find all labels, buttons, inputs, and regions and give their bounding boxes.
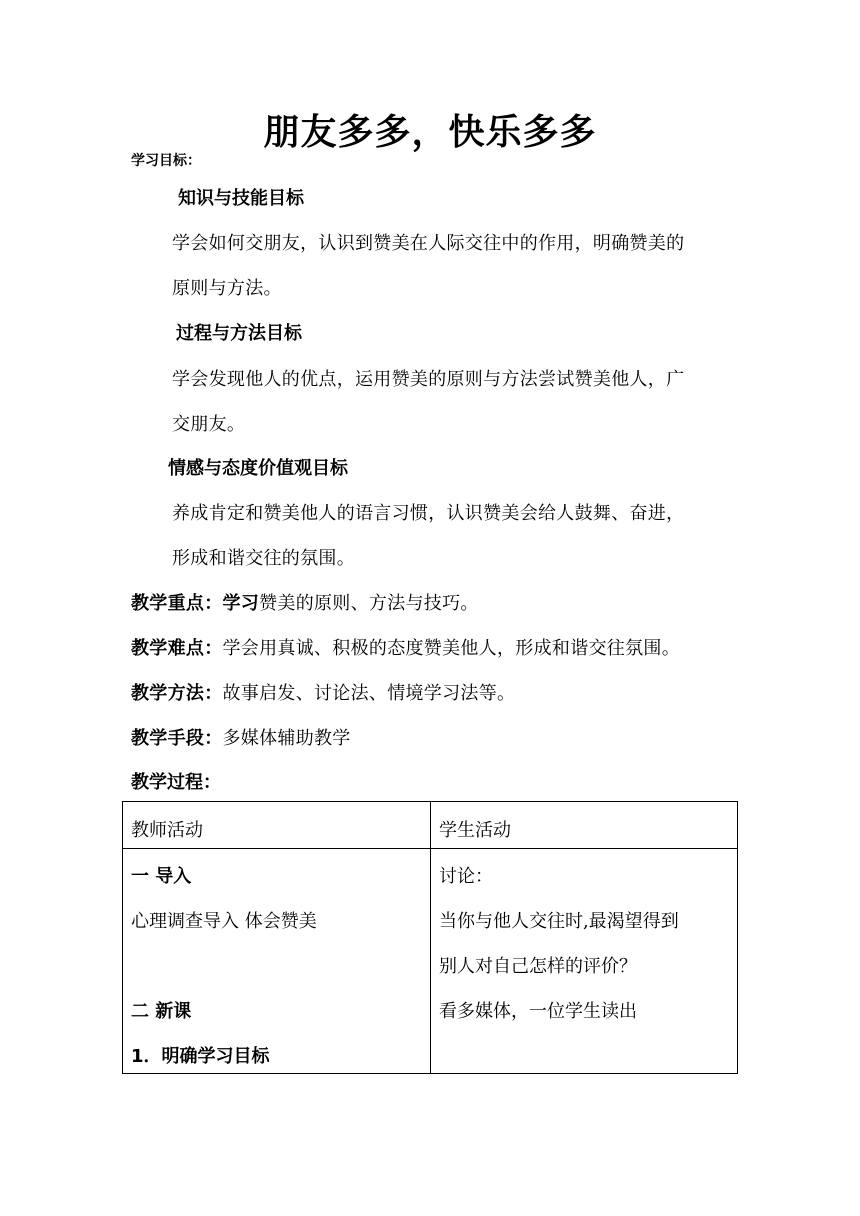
- methods-row: [131, 679, 515, 705]
- teacher-activity-item: 1．明确学习目标: [131, 1046, 270, 1067]
- difficulties-row: [131, 634, 680, 660]
- key-points-value-bold: 学习: [222, 593, 260, 614]
- teacher-activity-item: 二 新课: [131, 1001, 192, 1022]
- student-activity-item: 讨论：: [439, 866, 493, 887]
- difficulties-label: 教学难点：: [131, 638, 223, 659]
- objective-heading-knowledge: 知识与技能目标: [178, 188, 304, 209]
- student-activity-item: 别人对自己怎样的评价？: [439, 956, 637, 977]
- process-label: 教学过程：: [131, 772, 221, 793]
- methods-value: 故事启发、讨论法、情境学习法等。: [222, 683, 516, 704]
- key-points-value: 赞美的原则、方法与技巧。: [259, 593, 479, 614]
- process-table: [122, 801, 738, 1074]
- page-title: 朋友多多，快乐多多: [263, 112, 597, 153]
- objective-heading-process: 过程与方法目标: [176, 323, 302, 344]
- teacher-activity-item: 一 导入: [131, 866, 192, 887]
- key-points-label: 教学重点：: [131, 593, 223, 614]
- objective-text-line: 交朋友。: [172, 414, 246, 435]
- table-header-student: 学生活动: [439, 820, 511, 841]
- objective-text-line: 学会如何交朋友，认识到赞美在人际交往中的作用，明确赞美的: [172, 233, 685, 254]
- objective-text-line: 学会发现他人的优点，运用赞美的原则与方法尝试赞美他人，广: [172, 369, 685, 390]
- objective-heading-attitude: 情感与态度价值观目标: [168, 458, 348, 479]
- student-activity-item: 当你与他人交往时,最渴望得到: [439, 911, 679, 932]
- means-value: 多媒体辅助教学: [222, 728, 351, 749]
- teacher-activity-item: 心理调查导入 体会赞美: [131, 911, 317, 932]
- difficulties-value: 学会用真诚、积极的态度赞美他人，形成和谐交往氛围。: [222, 638, 680, 659]
- objective-text-line: 形成和谐交往的氛围。: [172, 548, 355, 569]
- table-column-divider: [430, 802, 431, 1073]
- table-header-teacher: 教师活动: [131, 820, 203, 841]
- objectives-label: 学习目标：: [131, 153, 201, 169]
- student-activity-item: 看多媒体，一位学生读出: [439, 1001, 637, 1022]
- objective-text-line: 原则与方法。: [172, 278, 282, 299]
- means-row: [131, 724, 351, 750]
- table-header-divider: [123, 848, 737, 849]
- methods-label: 教学方法：: [131, 683, 223, 704]
- key-points-row: [131, 589, 479, 615]
- objective-text-line: 养成肯定和赞美他人的语言习惯，认识赞美会给人鼓舞、奋进，: [172, 503, 685, 524]
- means-label: 教学手段：: [131, 728, 223, 749]
